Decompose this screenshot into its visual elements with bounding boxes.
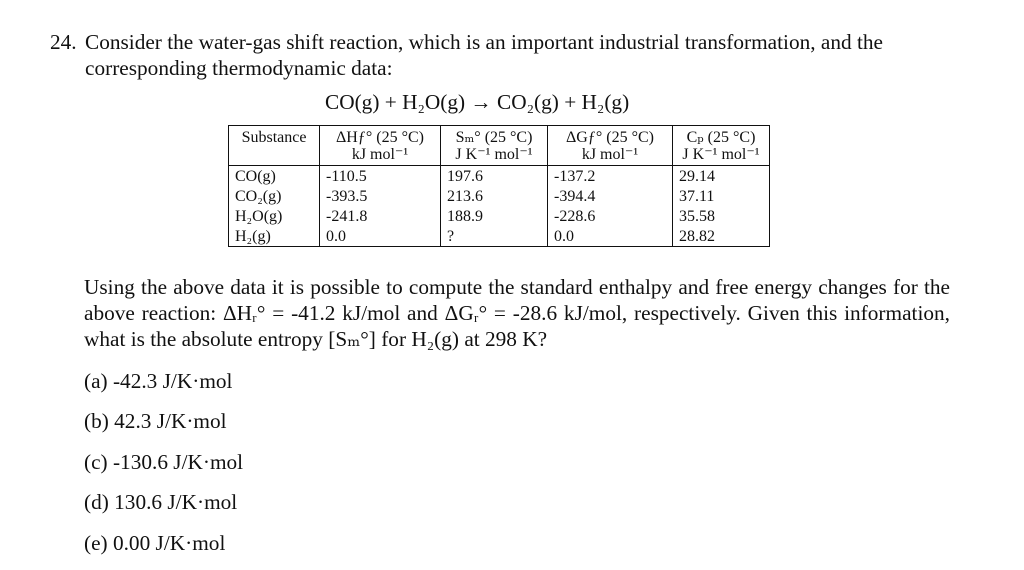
table-header-row [229,126,770,166]
question-line-1 [50,29,990,55]
thermo-data-table [228,125,770,247]
choice-e[interactable]: (e) 0.00 J/K·mol [84,531,226,555]
cell-gibbs: 0.0 [548,226,673,247]
choice-a[interactable]: (a) -42.3 J/K·mol [84,369,233,393]
cell-entropy: 197.6 [441,166,548,187]
cell-entropy: 213.6 [441,186,548,206]
reaction-equation: CO(g) + H₂O(g) → CO₂(g) + H₂(g) [325,90,630,114]
cell-entropy: 188.9 [441,206,548,226]
cell-heat-capacity: 37.11 [673,186,770,206]
cell-heat-capacity: 35.58 [673,206,770,226]
table-row [229,226,770,247]
header-gibbs: ΔGƒ° (25 °C) kJ mol⁻¹ [548,126,673,166]
cell-heat-capacity: 28.82 [673,226,770,247]
question-stem [50,29,990,81]
choice-b[interactable]: (b) 42.3 J/K·mol [84,409,227,433]
question-paragraph: Using the above data it is possible to compute the standard enthalpy and free energy changes for the above reaction: ΔHᵣ° = -41.2 kJ/mol and ΔGᵣ° = -28.6 kJ/mol, respectively. Given this information, what is the absolute entropy [Sₘ°] for H₂(g) at 298 K? [84,275,950,351]
cell-substance: CO₂(g) [229,186,320,206]
header-enthalpy: ΔHƒ° (25 °C) kJ mol⁻¹ [320,126,441,166]
choice-d[interactable]: (d) 130.6 J/K·mol [84,490,238,514]
question-number: 24. [50,30,77,54]
table-row [229,186,770,206]
cell-substance: H₂(g) [229,226,320,247]
table-row [229,166,770,187]
cell-enthalpy: 0.0 [320,226,441,247]
cell-enthalpy: -110.5 [320,166,441,187]
cell-substance: CO(g) [229,166,320,187]
cell-enthalpy: -393.5 [320,186,441,206]
table-row [229,206,770,226]
choice-c[interactable]: (c) -130.6 J/K·mol [84,450,244,474]
cell-gibbs: -394.4 [548,186,673,206]
question-text-line-2: corresponding thermodynamic data: [85,56,393,80]
cell-enthalpy: -241.8 [320,206,441,226]
cell-gibbs: -137.2 [548,166,673,187]
question-text-line-1: Consider the water-gas shift reaction, which is an important industrial transformation, and the [85,30,883,54]
cell-heat-capacity: 29.14 [673,166,770,187]
cell-substance: H₂O(g) [229,206,320,226]
cell-entropy: ? [441,226,548,247]
header-heat-capacity: Cₚ (25 °C) J K⁻¹ mol⁻¹ [673,126,770,166]
cell-gibbs: -228.6 [548,206,673,226]
header-substance: Substance [229,126,320,166]
header-entropy: Sₘ° (25 °C) J K⁻¹ mol⁻¹ [441,126,548,166]
